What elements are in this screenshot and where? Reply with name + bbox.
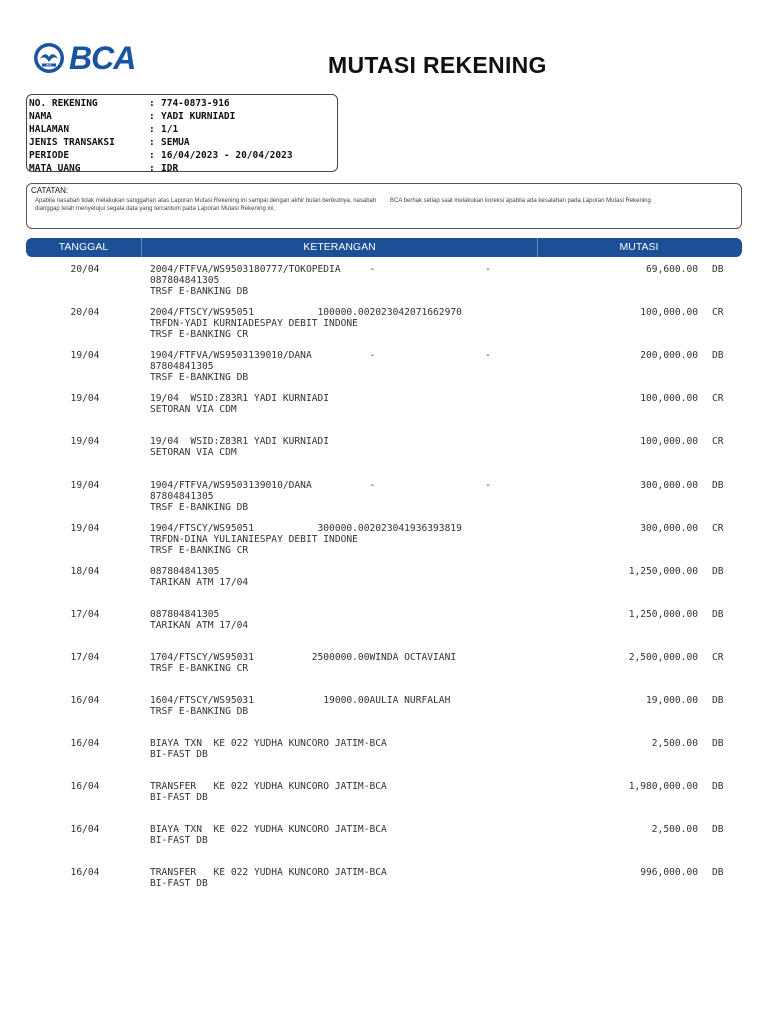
account-name-value: YADI KURNIADI	[161, 111, 236, 122]
row-date: 18/04	[70, 565, 100, 577]
row-description	[150, 566, 600, 588]
page-title: MUTASI REKENING	[328, 52, 547, 78]
description-line: 87804841305	[150, 490, 214, 502]
description-line: TRSF E-BANKING DB	[150, 372, 249, 384]
description-line: 2004/FTFVA/WS9503180777/TOKOPEDIA - -	[150, 264, 491, 275]
account-row-name: NAMA : YADI KURNIADI	[29, 111, 236, 122]
row-description	[150, 480, 600, 513]
row-date: 16/04	[70, 781, 100, 793]
row-type: DB	[712, 608, 724, 620]
account-label: MATA UANG	[29, 163, 81, 174]
account-label: PERIODE	[29, 150, 70, 161]
description-line: TRSF E-BANKING DB	[150, 286, 249, 297]
description-line: TRSF E-BANKING CR	[150, 544, 249, 556]
row-amount: 300,000.00	[640, 522, 698, 534]
row-description	[150, 781, 600, 803]
description-line: BIAYA TXN KE 022 YUDHA KUNCORO JATIM-BCA	[150, 738, 387, 750]
description-line: TRSF E-BANKING DB	[150, 706, 249, 717]
description-line: 087804841305	[150, 565, 220, 577]
notes-box	[26, 183, 742, 229]
notes-title: CATATAN:	[31, 186, 69, 195]
description-line: TARIKAN ATM 17/04	[150, 576, 249, 588]
logo-emblem-text: BCA	[46, 64, 52, 68]
description-line: 1904/FTFVA/WS9503139010/DANA - -	[150, 350, 491, 362]
account-row-period: PERIODE : 16/04/2023 - 20/04/2023	[29, 150, 293, 161]
description-line: 87804841305	[150, 361, 214, 373]
account-label: NAMA	[29, 111, 52, 122]
description-line: SETORAN VIA CDM	[150, 404, 237, 416]
row-amount: 2,500.00	[651, 738, 698, 750]
description-line: 2004/FTSCY/WS95051 100000.002023042071662970	[150, 307, 462, 319]
row-type: DB	[712, 350, 724, 362]
description-line: 1704/FTSCY/WS95031 2500000.00WINDA OCTAVIANI	[150, 651, 457, 663]
row-amount: 2,500.00	[651, 824, 698, 836]
description-line: 19/04 WSID:Z83R1 YADI KURNIADI	[150, 436, 330, 448]
description-line: 19/04 WSID:Z83R1 YADI KURNIADI	[150, 393, 330, 405]
row-description	[150, 695, 600, 717]
row-type: DB	[712, 565, 724, 577]
description-line: 1904/FTFVA/WS9503139010/DANA - -	[150, 479, 491, 491]
account-info-box	[26, 94, 338, 172]
description-line: TRANSFER KE 022 YUDHA KUNCORO JATIM-BCA	[150, 867, 387, 879]
row-amount: 1,250,000.00	[628, 565, 698, 577]
description-line: TRSF E-BANKING CR	[150, 329, 249, 341]
row-amount: 2,500,000.00	[628, 651, 698, 663]
description-line: TRFDN-YADI KURNIADESPAY DEBIT INDONE	[150, 318, 358, 330]
account-row-currency: MATA UANG : IDR	[29, 163, 179, 174]
period-value: 16/04/2023 - 20/04/2023	[161, 150, 293, 161]
account-row-page: HALAMAN : 1/1	[29, 124, 179, 135]
row-date: 19/04	[70, 350, 100, 362]
row-description	[150, 523, 600, 556]
row-amount: 100,000.00	[640, 393, 698, 405]
header-date: TANGGAL	[58, 241, 109, 253]
description-line: 087804841305	[150, 608, 220, 620]
row-description	[150, 350, 600, 383]
row-amount: 996,000.00	[640, 867, 698, 879]
row-description	[150, 652, 600, 674]
row-amount: 100,000.00	[640, 436, 698, 448]
notes-text-right: BCA berhak setiap saat melakukan koreksi apabila ada kesalahan pada Laporan Mutasi Rekening	[390, 198, 651, 204]
description-line: TRFDN-DINA YULIANIESPAY DEBIT INDONE	[150, 533, 358, 545]
row-type: DB	[712, 781, 724, 793]
description-line: 1904/FTSCY/WS95051 300000.002023041936393819	[150, 522, 462, 534]
row-date: 16/04	[70, 695, 100, 706]
description-line: BI-FAST DB	[150, 835, 208, 847]
description-line: TARIKAN ATM 17/04	[150, 619, 249, 631]
row-date: 16/04	[70, 824, 100, 836]
description-line: BI-FAST DB	[150, 878, 208, 890]
description-line: SETORAN VIA CDM	[150, 447, 237, 459]
row-description	[150, 738, 600, 760]
bca-logo	[33, 40, 145, 76]
row-date: 19/04	[70, 479, 100, 491]
row-amount: 1,980,000.00	[628, 781, 698, 793]
row-date: 17/04	[70, 651, 100, 663]
row-description	[150, 867, 600, 889]
row-amount: 69,600.00	[646, 264, 698, 275]
row-amount: 200,000.00	[640, 350, 698, 362]
row-description	[150, 609, 600, 631]
row-description	[150, 264, 600, 297]
header-description: KETERANGAN	[141, 238, 538, 257]
row-date: 19/04	[70, 436, 100, 448]
row-date: 19/04	[70, 522, 100, 534]
row-description	[150, 393, 600, 415]
account-number-value: 774-0873-916	[161, 98, 230, 109]
row-type: CR	[712, 436, 724, 448]
description-line: TRANSFER KE 022 YUDHA KUNCORO JATIM-BCA	[150, 781, 387, 793]
row-type: CR	[712, 393, 724, 405]
account-label: HALAMAN	[29, 124, 70, 135]
notes-text-left: Apabila nasabah tidak melakukan sanggahan atas Laporan Mutasi Rekening ini sampai dengan akhir bulan berikutnya, nasabah dianggap telah menyetujui segala data yang tercantum pada Laporan Mutasi Rekening ini.	[35, 198, 377, 212]
account-label: JENIS TRANSAKSI	[29, 137, 115, 148]
description-line: TRSF E-BANKING DB	[150, 501, 249, 513]
row-amount: 19,000.00	[646, 695, 698, 706]
header-amount: MUTASI	[619, 241, 659, 253]
row-description	[150, 824, 600, 846]
row-amount: 300,000.00	[640, 479, 698, 491]
row-type: DB	[712, 824, 724, 836]
row-type: DB	[712, 738, 724, 750]
table-header	[26, 238, 742, 257]
row-description	[150, 307, 600, 340]
description-line: BI-FAST DB	[150, 749, 208, 761]
row-date: 20/04	[70, 307, 100, 319]
account-row-type: JENIS TRANSAKSI : SEMUA	[29, 137, 190, 148]
row-amount: 100,000.00	[640, 307, 698, 319]
row-type: CR	[712, 651, 724, 663]
row-type: DB	[712, 867, 724, 879]
description-line: 087804841305	[150, 275, 220, 286]
row-type: DB	[712, 264, 724, 275]
description-line: TRSF E-BANKING CR	[150, 662, 249, 674]
row-date: 19/04	[70, 393, 100, 405]
row-date: 20/04	[70, 264, 100, 275]
row-date: 17/04	[70, 608, 100, 620]
page-value: 1/1	[161, 124, 179, 135]
logo-text: BCA	[69, 40, 136, 76]
account-label: NO. REKENING	[29, 98, 98, 109]
row-amount: 1,250,000.00	[628, 608, 698, 620]
row-type: DB	[712, 479, 724, 491]
row-date: 16/04	[70, 738, 100, 750]
description-line: 1604/FTSCY/WS95031 19000.00AULIA NURFALAH	[150, 695, 451, 706]
currency-value: IDR	[161, 163, 179, 174]
transaction-type-value: SEMUA	[161, 137, 190, 148]
bca-emblem-icon	[33, 42, 65, 74]
description-line: BI-FAST DB	[150, 792, 208, 804]
description-line: BIAYA TXN KE 022 YUDHA KUNCORO JATIM-BCA	[150, 824, 387, 836]
row-type: DB	[712, 695, 724, 706]
row-date: 16/04	[70, 867, 100, 879]
row-description	[150, 436, 600, 458]
row-type: CR	[712, 307, 724, 319]
row-type: CR	[712, 522, 724, 534]
account-row-number: NO. REKENING : 774-0873-916	[29, 98, 230, 109]
